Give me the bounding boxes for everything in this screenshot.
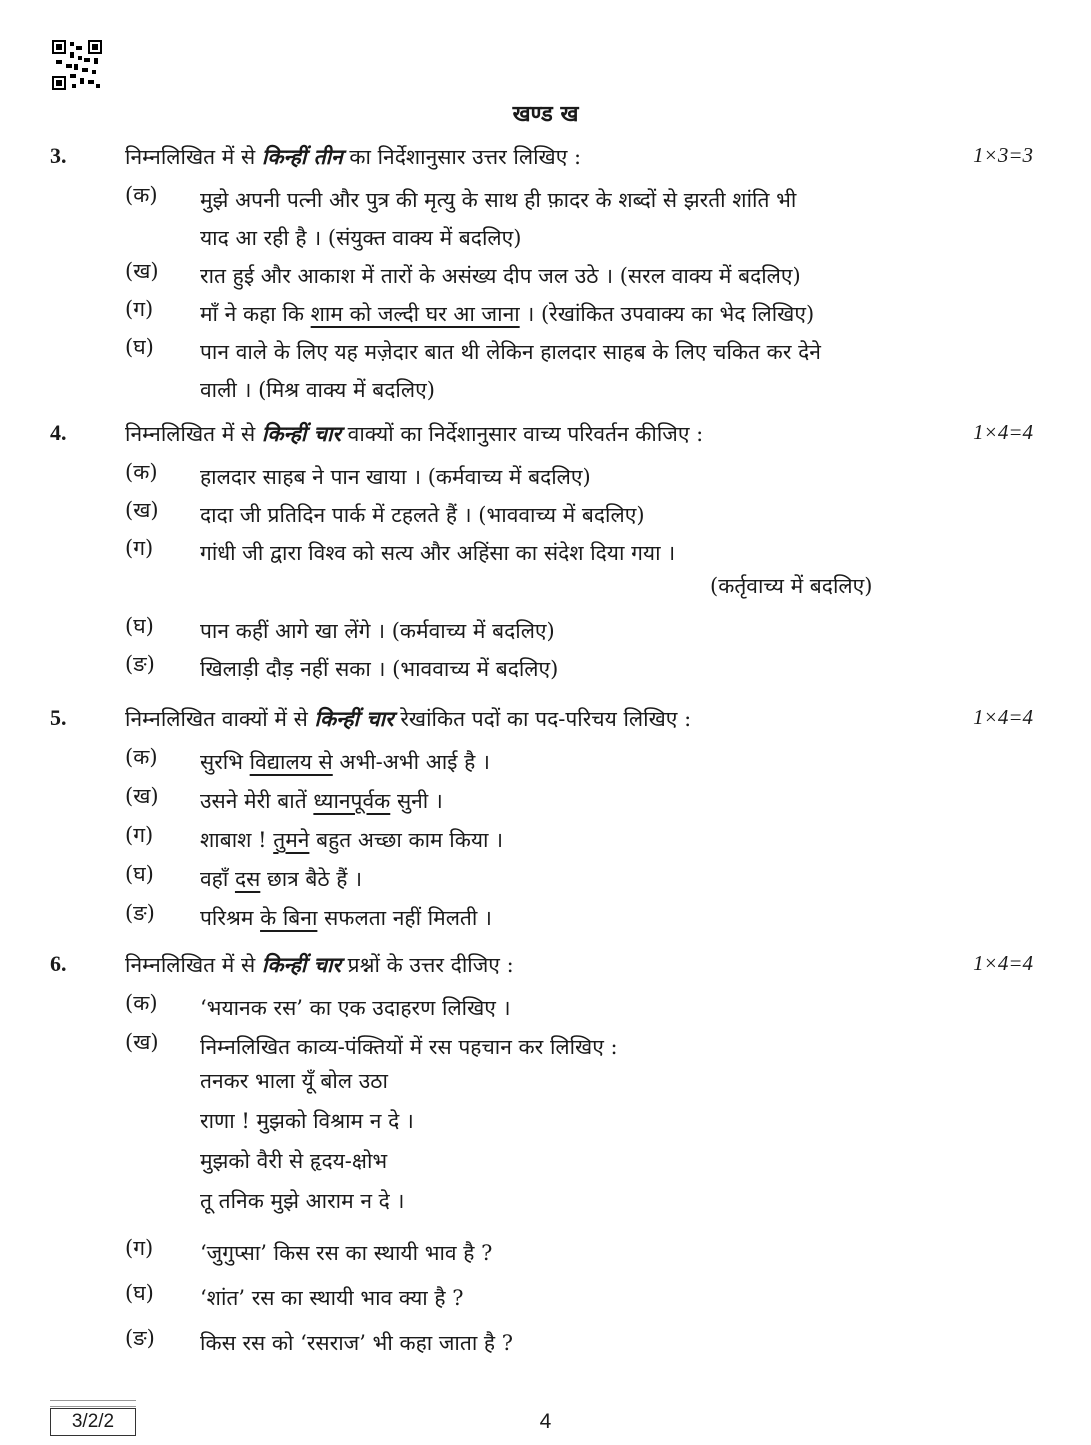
section-title: खण्ड ख <box>512 101 579 127</box>
list-item: (ङ) परिश्रम के बिना सफलता नहीं मिलती । <box>125 901 492 930</box>
qr-code-icon <box>52 40 102 90</box>
emphasis: किन्हीं चार <box>261 421 341 446</box>
list-item: (ङ) खिलाड़ी दौड़ नहीं सका । (भाववाच्य में बदलिए) <box>125 652 559 681</box>
list-item: (ग) माँ ने कहा कि शाम को जल्दी घर आ जाना । (रेखांकित उपवाक्य का भेद लिखिए) <box>125 297 815 326</box>
marks: 1×4=4 <box>973 951 1033 975</box>
list-item: (क) सुरभि विद्यालय से अभी-अभी आई है । <box>125 745 490 774</box>
marks: 1×4=4 <box>973 420 1033 444</box>
poem-line: तनकर भाला यूँ बोल उठा <box>200 1069 388 1093</box>
list-item: (घ) पान वाले के लिए यह मज़ेदार बात थी लेकिन हालदार साहब के लिए चकित कर देने वाली । (मिश्र वाक्य में बदलिए) <box>125 335 821 402</box>
question-instruction: निम्नलिखित में से किन्हीं तीन का निर्देशानुसार उत्तर लिखिए : <box>125 144 582 169</box>
underlined-word: ध्यानपूर्वक <box>313 789 391 813</box>
question-4 <box>0 420 1091 688</box>
footer-rule <box>50 1400 136 1407</box>
list-item: (ग) शाबाश ! तुमने बहुत अच्छा काम किया । <box>125 823 504 852</box>
underlined-word: विद्यालय से <box>249 750 333 774</box>
list-item: (क) मुझे अपनी पत्नी और पुत्र की मृत्यु के साथ ही फ़ादर के शब्दों से झरती शांति भी याद आ रही है । (संयुक्त वाक्य में बदलिए) <box>125 183 797 250</box>
marks: 1×4=4 <box>973 705 1033 729</box>
list-item: (ख) रात हुई और आकाश में तारों के असंख्य दीप जल उठे । (सरल वाक्य में बदलिए) <box>125 259 801 288</box>
question-number: 5. <box>50 705 67 730</box>
question-instruction: निम्नलिखित वाक्यों में से किन्हीं चार रेखांकित पदों का पद-परिचय लिखिए : <box>125 706 692 731</box>
poem-line: तू तनिक मुझे आराम न दे । <box>200 1189 405 1213</box>
emphasis: किन्हीं तीन <box>261 144 343 169</box>
question-6 <box>0 951 1091 1363</box>
marks: 1×3=3 <box>973 143 1033 167</box>
underlined-clause: शाम को जल्दी घर आ जाना <box>310 302 520 326</box>
underlined-word: दस <box>234 867 261 891</box>
underlined-word: के बिना <box>260 906 318 930</box>
list-item: (घ) ‘शांत’ रस का स्थायी भाव क्या है ? <box>125 1281 464 1310</box>
emphasis: किन्हीं चार <box>261 952 341 977</box>
list-item: (ख) दादा जी प्रतिदिन पार्क में टहलते हैं । (भाववाच्य में बदलिए) <box>125 498 645 527</box>
page-number: 4 <box>539 1410 552 1433</box>
question-instruction: निम्नलिखित में से किन्हीं चार वाक्यों का निर्देशानुसार वाच्य परिवर्तन कीजिए : <box>125 421 704 446</box>
list-item: (ख) निम्नलिखित काव्य-पंक्तियों में रस पहचान कर लिखिए : <box>125 1030 618 1059</box>
paper-code: 3/2/2 <box>50 1408 136 1436</box>
question-number: 6. <box>50 951 67 976</box>
question-number: 4. <box>50 420 67 445</box>
question-5 <box>0 705 1091 938</box>
list-item: (ख) उसने मेरी बातें ध्यानपूर्वक सुनी । <box>125 784 443 813</box>
list-item: (ग) गांधी जी द्वारा विश्व को सत्य और अहिंसा का संदेश दिया गया । <box>125 536 676 565</box>
poem-line: राणा ! मुझको विश्राम न दे । <box>200 1109 414 1133</box>
list-item: (ग) ‘जुगुप्सा’ किस रस का स्थायी भाव है ? <box>125 1236 493 1265</box>
list-item: (घ) वहाँ दस छात्र बैठे हैं । <box>125 862 363 891</box>
question-number: 3. <box>50 143 67 168</box>
list-item: (घ) पान कहीं आगे खा लेंगे । (कर्मवाच्य में बदलिए) <box>125 614 555 643</box>
question-3 <box>0 143 1091 409</box>
list-item: (ङ) किस रस को ‘रसराज’ भी कहा जाता है ? <box>125 1326 514 1355</box>
question-instruction: निम्नलिखित में से किन्हीं चार प्रश्नों के उत्तर दीजिए : <box>125 952 514 977</box>
list-item-note: (कर्तृवाच्य में बदलिए) <box>710 574 873 598</box>
underlined-word: तुमने <box>273 828 310 852</box>
list-item: (क) ‘भयानक रस’ का एक उदाहरण लिखिए । <box>125 991 511 1020</box>
list-item: (क) हालदार साहब ने पान खाया । (कर्मवाच्य में बदलिए) <box>125 460 591 489</box>
emphasis: किन्हीं चार <box>314 706 394 731</box>
poem-line: मुझको वैरी से हृदय-क्षोभ <box>200 1149 388 1173</box>
